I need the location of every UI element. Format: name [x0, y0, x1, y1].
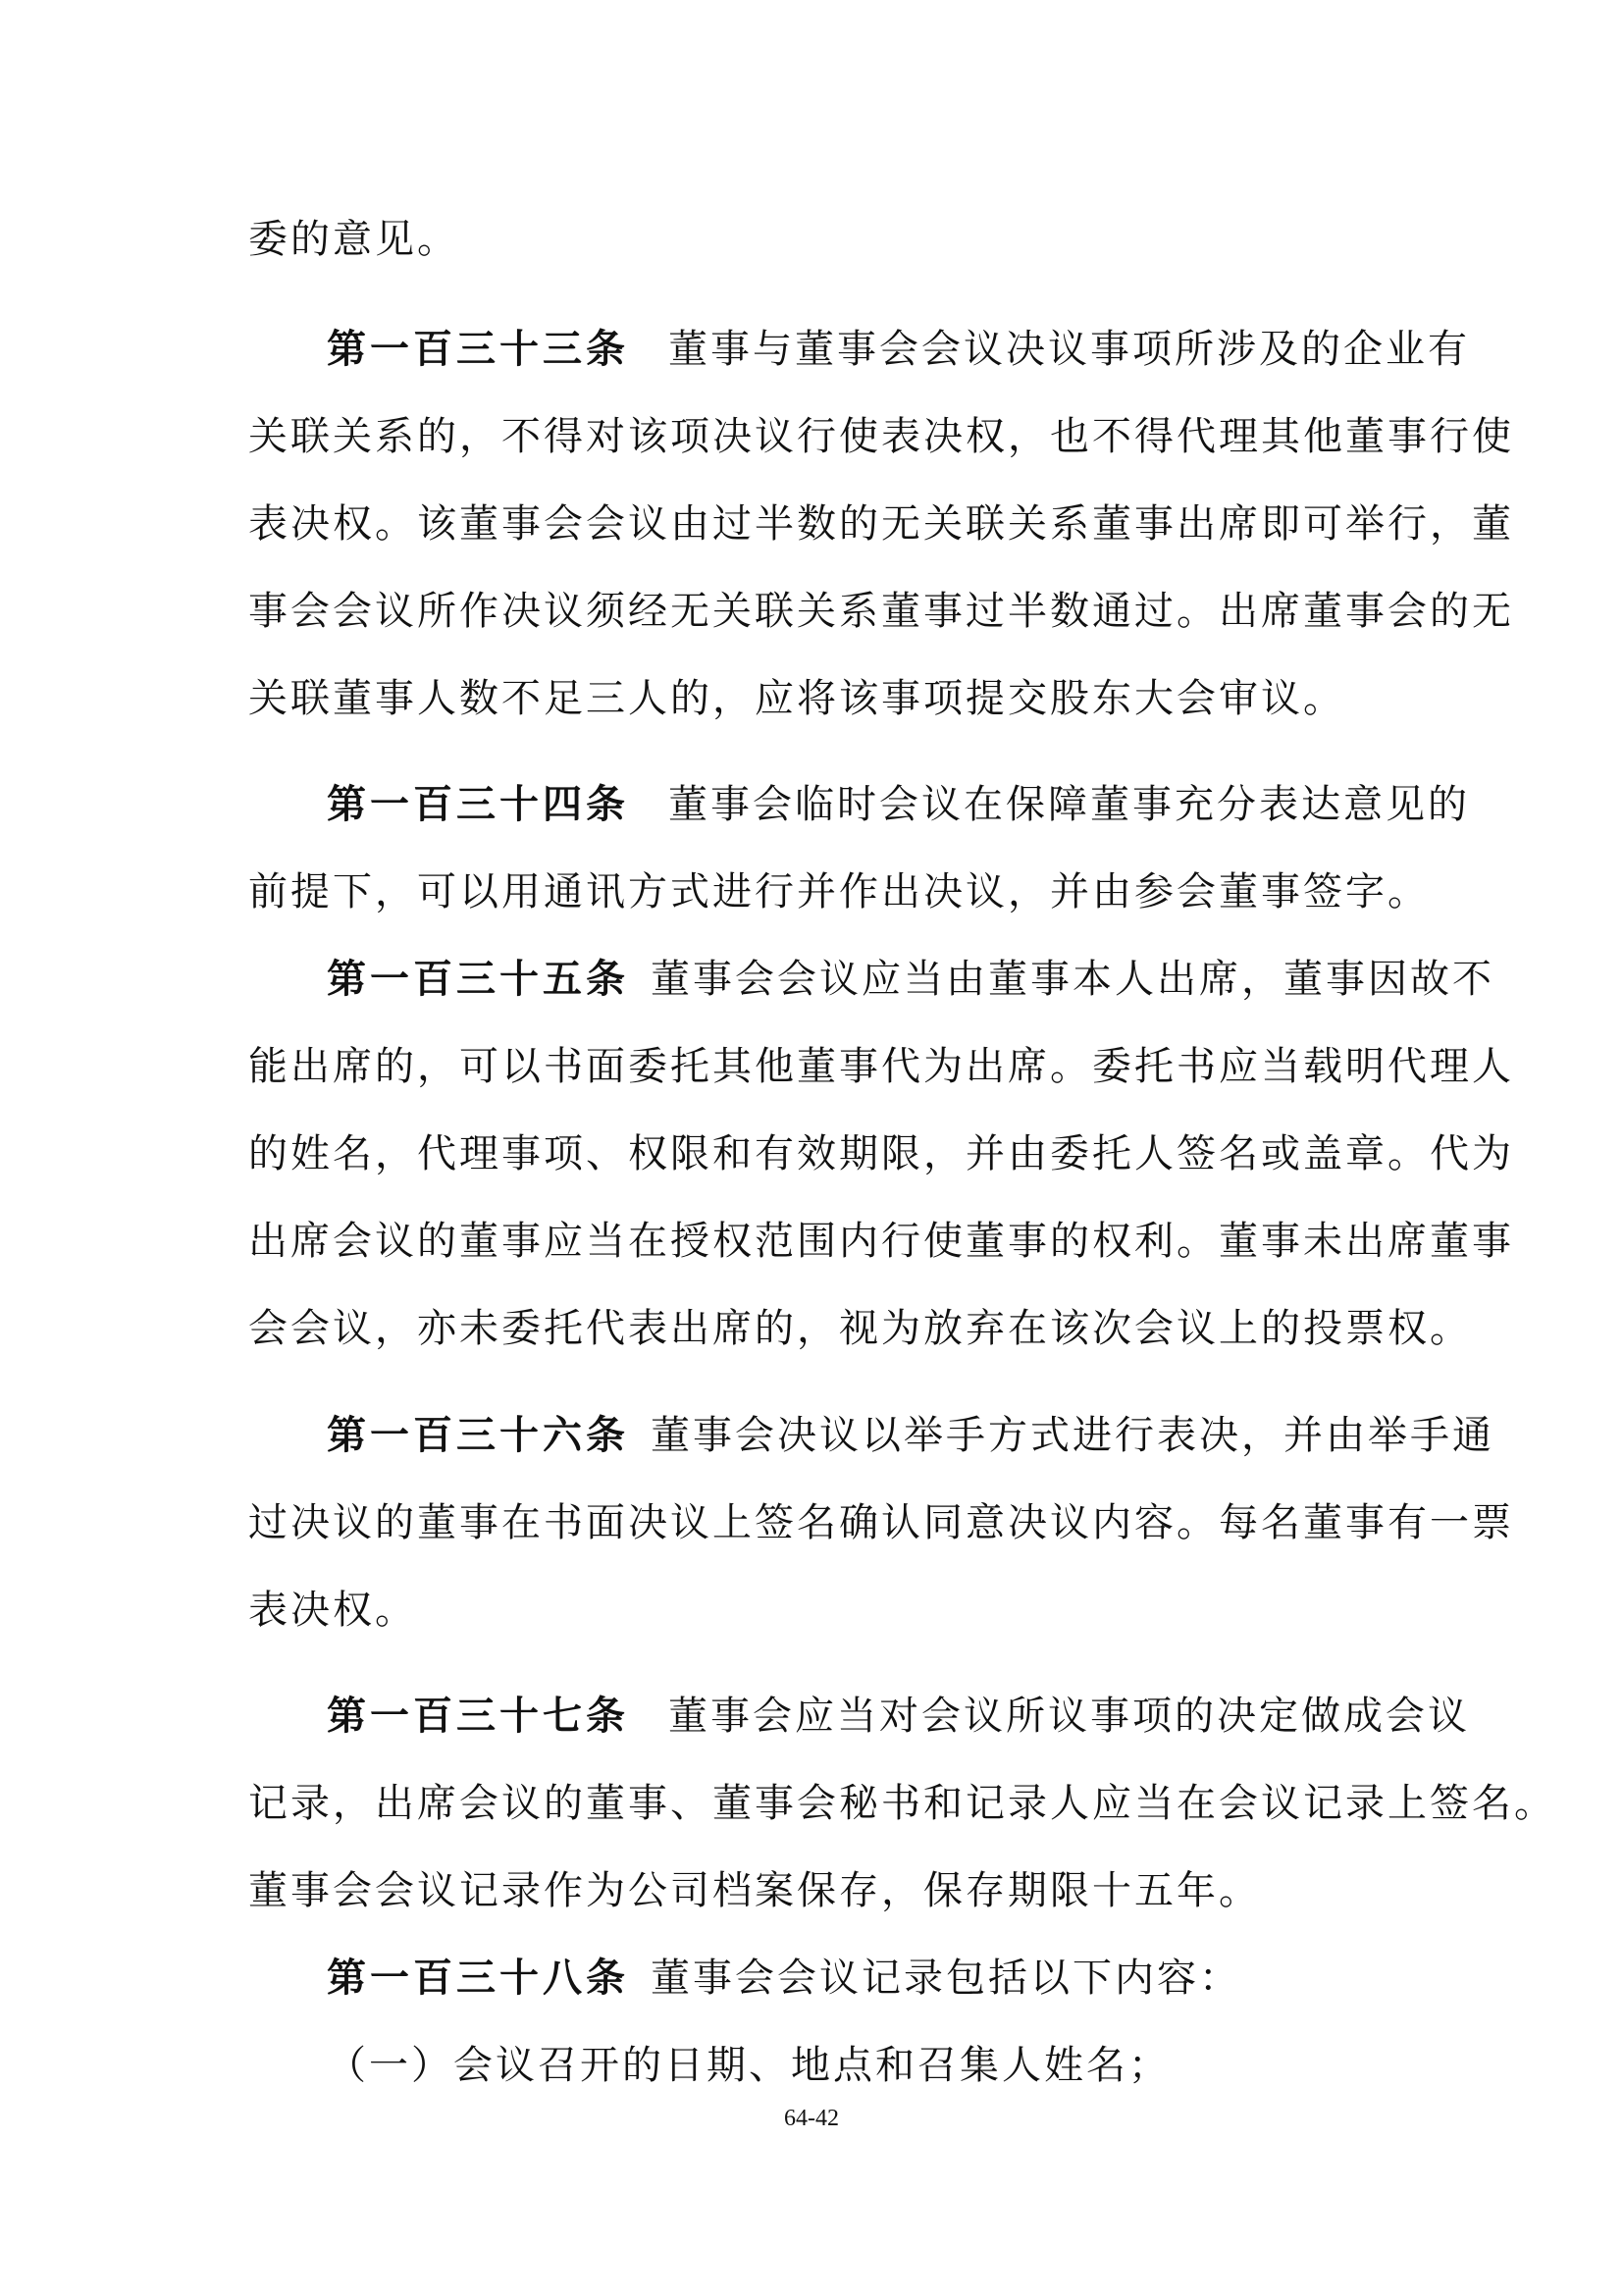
article-133-line: 关联关系的，不得对该项决议行使表决权，也不得代理其他董事行使 — [248, 414, 1514, 459]
article-134-line: 前提下，可以用通讯方式进行并作出决议，并由参会董事签字。 — [248, 869, 1430, 914]
article-135-line: 会会议，亦未委托代表出席的，视为放弃在该次会议上的投票权。 — [248, 1306, 1472, 1351]
article-134-heading: 第一百三十四条 — [327, 781, 629, 827]
article-133-text: 董事与董事会会议决议事项所涉及的企业有 — [668, 327, 1470, 372]
article-137-text: 董事会应当对会议所议事项的决定做成会议 — [668, 1694, 1470, 1739]
article-137-heading: 第一百三十七条 — [327, 1693, 629, 1739]
article-137-line: 董事会会议记录作为公司档案保存，保存期限十五年。 — [248, 1868, 1261, 1913]
article-138-heading: 第一百三十八条 — [327, 1955, 629, 2001]
carryover-line: 委的意见。 — [248, 217, 459, 262]
article-133-line: 事会会议所作决议须经无关联关系董事过半数通过。出席董事会的无 — [248, 589, 1514, 634]
article-135-first-line — [327, 950, 1494, 1009]
article-136-line: 表决权。 — [248, 1588, 417, 1633]
article-137-first-line — [327, 1687, 1470, 1746]
article-136-first-line — [327, 1406, 1494, 1465]
article-133-line: 关联董事人数不足三人的，应将该事项提交股东大会审议。 — [248, 676, 1345, 721]
article-135-line: 出席会议的董事应当在授权范围内行使董事的权利。董事未出席董事 — [248, 1219, 1514, 1264]
article-133-heading: 第一百三十三条 — [327, 326, 629, 372]
list-item: （一）会议召开的日期、地点和召集人姓名； — [327, 2043, 1171, 2088]
article-138-first-line — [327, 1949, 1465, 2008]
page-number: 64-42 — [784, 2106, 839, 2131]
article-138-text: 董事会会议记录包括以下内容： — [651, 1956, 1241, 2001]
article-136-heading: 第一百三十六条 — [327, 1412, 629, 1458]
article-134-first-line — [327, 775, 1470, 834]
article-135-line: 能出席的，可以书面委托其他董事代为出席。委托书应当载明代理人 — [248, 1044, 1514, 1089]
article-135-line: 的姓名，代理事项、权限和有效期限，并由委托人签名或盖章。代为 — [248, 1131, 1514, 1176]
article-136-line: 过决议的董事在书面决议上签名确认同意决议内容。每名董事有一票 — [248, 1500, 1514, 1545]
article-135-text: 董事会会议应当由董事本人出席，董事因故不 — [651, 957, 1494, 1002]
article-137-line: 记录，出席会议的董事、董事会秘书和记录人应当在会议记录上签名。 — [248, 1781, 1556, 1826]
article-133-first-line — [327, 320, 1470, 379]
article-133-line: 表决权。该董事会会议由过半数的无关联关系董事出席即可举行，董 — [248, 501, 1514, 547]
article-135-heading: 第一百三十五条 — [327, 956, 629, 1002]
article-136-text: 董事会决议以举手方式进行表决，并由举手通 — [651, 1413, 1494, 1458]
article-134-text: 董事会临时会议在保障董事充分表达意见的 — [668, 782, 1470, 827]
